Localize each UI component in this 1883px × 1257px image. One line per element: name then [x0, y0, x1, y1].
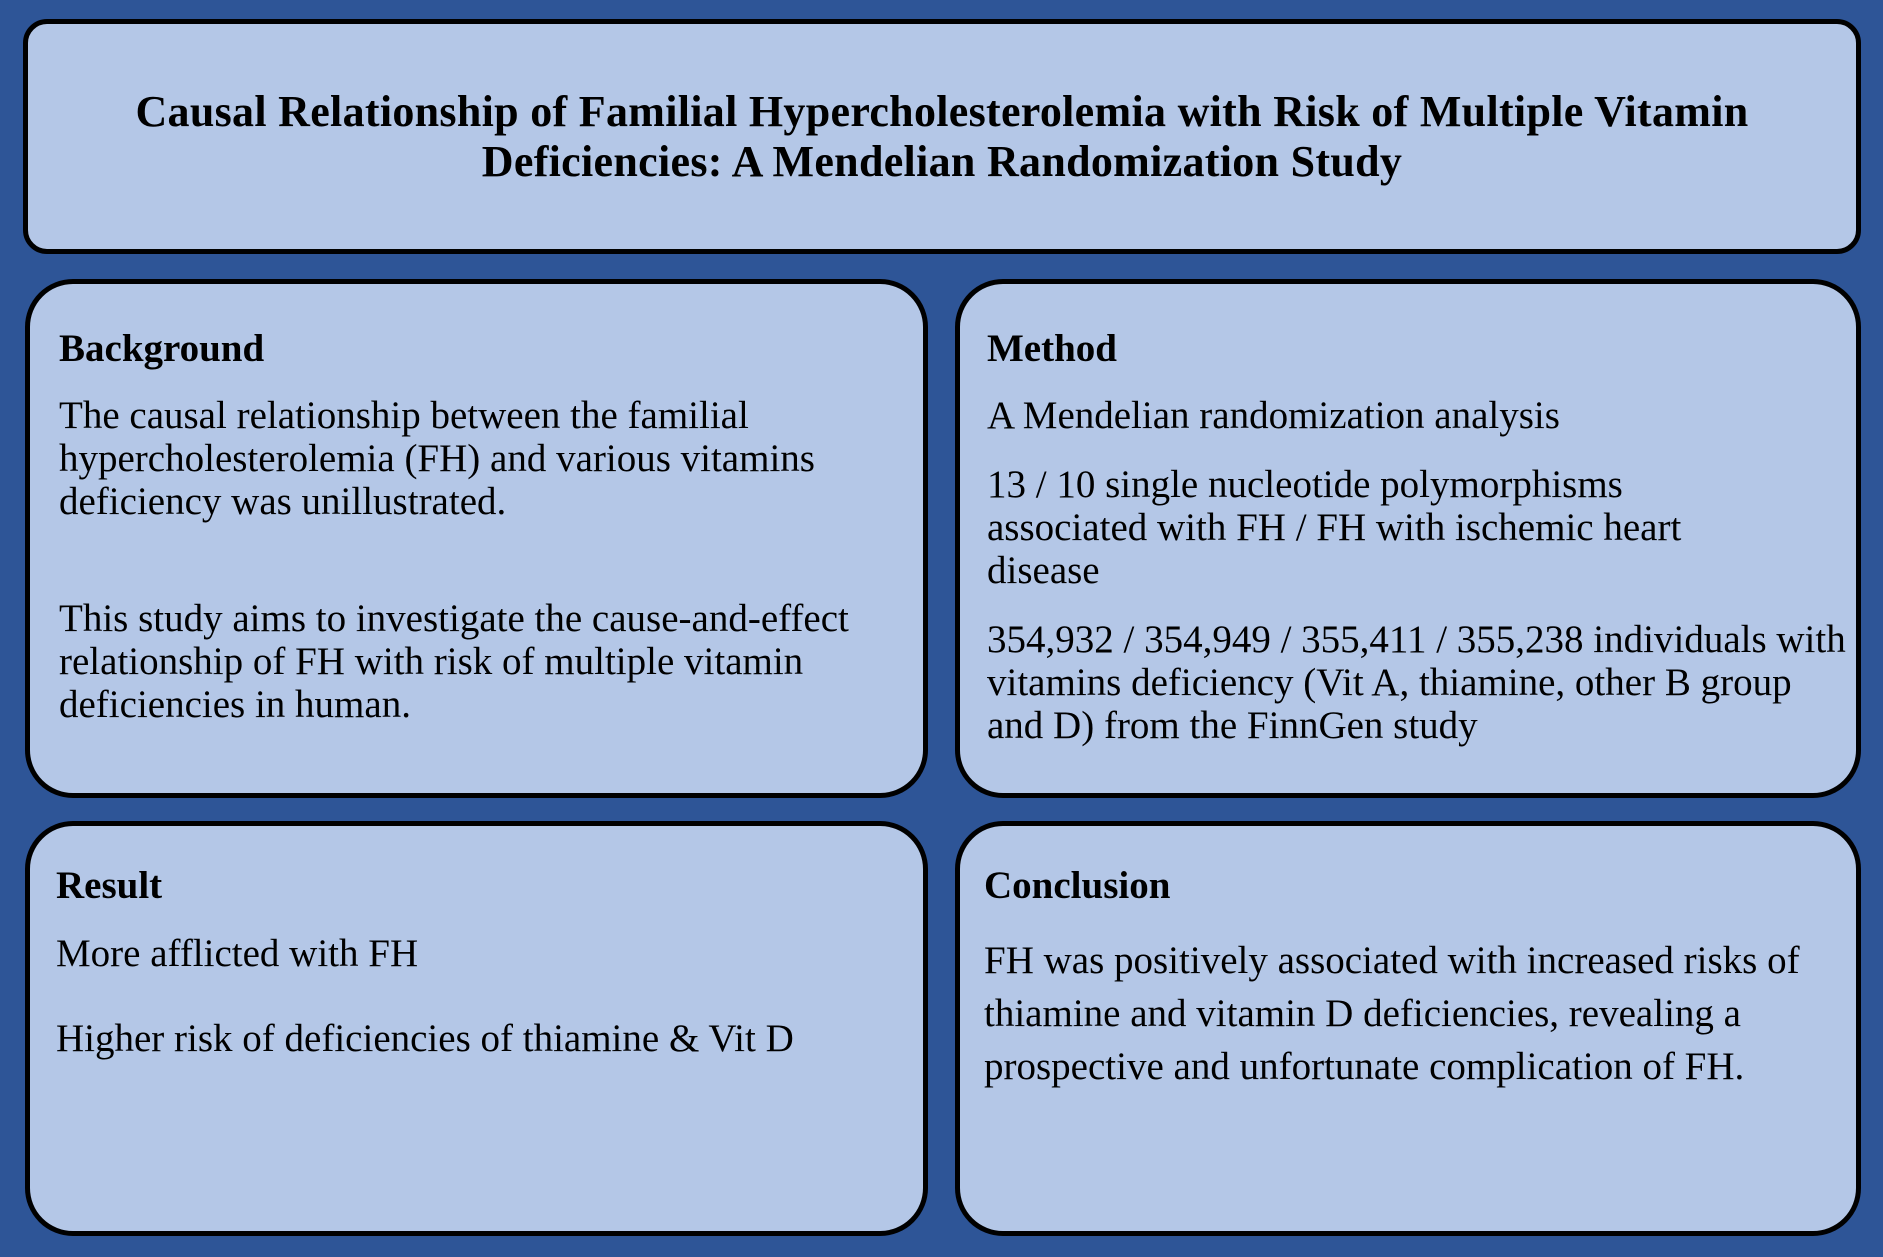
method-panel — [955, 279, 1861, 798]
method-paragraph-3: 354,932 / 354,949 / 355,411 / 355,238 individuals with vitamins deficiency (Vit A, thiamine, other B group and D) from the FinnGen study — [987, 618, 1846, 747]
title: Causal Relationship of Familial Hypercholesterolemia with Risk of Multiple Vitamin Deficiencies: A Mendelian Randomization Study — [135, 86, 1749, 186]
background-paragraph-2: This study aims to investigate the cause-and-effect relationship of FH with risk of multiple vitamin deficiencies in human. — [59, 597, 849, 726]
title-box — [23, 19, 1861, 254]
background-paragraph-1: The causal relationship between the familial hypercholesterolemia (FH) and various vitamins deficiency was unillustrated. — [59, 394, 815, 523]
method-paragraph-2: 13 / 10 single nucleotide polymorphisms associated with FH / FH with ischemic heart disease — [987, 463, 1682, 592]
method-paragraph-1: A Mendelian randomization analysis — [987, 394, 1560, 437]
result-item-2: Higher risk of deficiencies of thiamine & Vit D — [56, 1017, 794, 1060]
conclusion-paragraph: FH was positively associated with increased risks of thiamine and vitamin D deficiencies, revealing a prospective and unfortunate complication of FH. — [984, 939, 1800, 1088]
result-heading: Result — [56, 864, 163, 907]
background-panel — [25, 279, 928, 798]
result-item-1: More afflicted with FH — [56, 932, 419, 975]
method-heading: Method — [987, 327, 1117, 370]
conclusion-panel — [955, 821, 1861, 1236]
conclusion-heading: Conclusion — [984, 864, 1171, 907]
result-panel — [25, 821, 928, 1236]
background-heading: Background — [59, 327, 265, 370]
